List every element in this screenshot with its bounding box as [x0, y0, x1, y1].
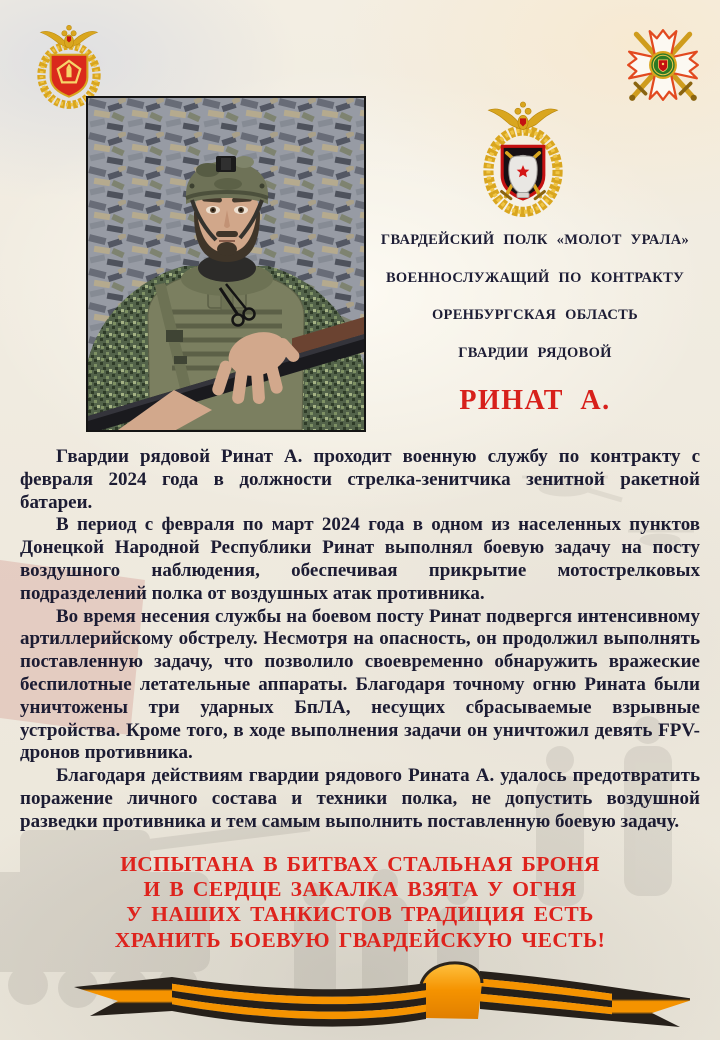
verse-block [0, 852, 720, 953]
biography-paragraph-4: Благодаря действиям гвардии рядового Рината А. удалось предотвратить поражение личного состава и техники полка, не допустить воздушной разведки противника и тем самым выполнить поставленную боевую задачу. [20, 765, 700, 832]
header-block [360, 222, 710, 417]
soldier-portrait-art [88, 98, 364, 430]
verse-line-1: ИСПЫТАНА В БИТВАХ СТАЛЬНАЯ БРОНЯ [120, 852, 600, 876]
st-george-ribbon-art [30, 960, 690, 1040]
soldier-portrait-photo [86, 96, 366, 432]
regiment-emblem-art [472, 98, 574, 220]
biography-paragraph-2: В период с февраля по март 2024 года в одном из населенных пунктов Донецкой Народной Республики Ринат выполнял боевую задачу на посту воздушного наблюдения, обеспечивая прикрытие мотострелковых подразделений полка от воздушных атак противника. [20, 514, 700, 604]
guards-cross-icon [624, 24, 702, 106]
st-george-ribbon-icon [30, 960, 690, 1040]
guards-cross-art [624, 24, 702, 106]
biography-text [20, 446, 700, 834]
biography-paragraph-1: Гвардии рядовой Ринат А. проходит военную службу по контракту с февраля 2024 года в должности стрелка-зенитчика зенитной ракетной батареи. [20, 446, 700, 513]
verse-line-2: И В СЕРДЦЕ ЗАКАЛКА ВЗЯТА У ОГНЯ [143, 877, 577, 902]
biography-paragraph-3: Во время несения службы на боевом посту Ринат подвергся интенсивному артиллерийскому обстрелу. Несмотря на опасность, он продолжил выполнять поставленную задачу, что позволило своевременно обнаружить вражеские беспилотные летательные аппараты. Благодаря точному огню Рината были уничтожены три ударных БпЛА, несущих сбрасываемые взрывные устройства. Кроме того, в ходе выполнения задачи он уничтожил девять FPV-дронов противника. [20, 605, 700, 764]
verse-line-3: У НАШИХ ТАНКИСТОВ ТРАДИЦИЯ ЕСТЬ [126, 902, 594, 927]
soldier-name: РИНАТ А. [459, 385, 611, 416]
unit-line-1: ГВАРДЕЙСКИЙ ПОЛК «МОЛОТ УРАЛА» [380, 232, 690, 248]
verse-line-4: ХРАНИТЬ БОЕВУЮ ГВАРДЕЙСКУЮ ЧЕСТЬ! [114, 927, 606, 952]
unit-line-2: ВОЕННОСЛУЖАЩИЙ ПО КОНТРАКТУ [385, 269, 685, 286]
regiment-coat-of-arms-icon [472, 98, 574, 220]
unit-line-3: ОРЕНБУРГСКАЯ ОБЛАСТЬ [431, 307, 639, 323]
unit-line-4: ГВАРДИИ РЯДОВОЙ [458, 344, 612, 361]
